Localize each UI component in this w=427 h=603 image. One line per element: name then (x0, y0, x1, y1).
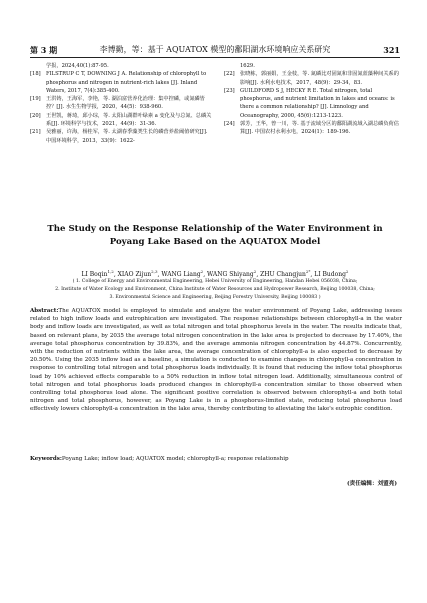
author-name: ZHU Changjun (260, 271, 306, 278)
author-name: LI Budong (314, 271, 346, 278)
running-title: 李博勤，等：基于 AQUATOX 模型的鄱阳湖水环境响应关系研究 (99, 45, 331, 54)
english-title (30, 223, 400, 249)
reference-item (30, 70, 212, 95)
abstract-text: The AQUATOX model is employed to simulate and analyze the water environment of Poyang Lake, addressing issues related to high inflow loads and eutrophication are investigated. The response relationships between chlorophyll-a in the water body and inflow loads are investigated, as well as total nitrogen and total phosphorus levels in the water. The results indicate that, based on relevant plans, by 2035 the average total nitrogen concentration in the lake area is projected to decrease by 17.40%, the average total phosphorus concentration by 39.83%, and the average ammonia nitrogen concentration by 44.87%. Concurrently, with the reduction of nutrients within the lake area, the average concentration of chlorophyll-a is also expected to decrease by 20.50%. Using the 2035 inflow load as a baseline, a simulation is conducted to examine changes in chlorophyll-a concentration in response to controlling total nitrogen and total phosphorus loads individually. It is found that reducing the inflow total phosphorus load by 10% achieved effects comparable to a 50% reduction in inflow total nitrogen load. Additionally, simultaneous control of total nitrogen and total phosphorus loads produced changes in chlorophyll-a concentration similar to those observed when controlling total phosphorus load alone. The significant positive correlation is observed between chlorophyll-a and both total nitrogen and total phosphorus, however, as Poyang Lake is in a phosphorus-limited state, reducing total phosphorus load effectively lowers chlorophyll-a concentration in the lake area, thereby contributing to alleviating the lake's eutrophic condition. (30, 308, 402, 413)
reference-item (30, 128, 212, 145)
author-name: WANG Liang (161, 271, 201, 278)
author-affiliation-mark: 2,3 (151, 269, 158, 274)
affiliation-line: ( 1. College of Energy and Environmental Engineering, Hebei University of Engineering, Handan Hebei 056038, China; (72, 279, 358, 284)
reference-text: FILSTRUP C T, DOWNING J A. Relationship of chlorophyll to phosphorus and nitrogen in nutrient-rich lakes [J]. Inland Waters, 2017, 7(4):385-400. (46, 71, 207, 94)
affiliations (30, 278, 400, 301)
reference-item (224, 70, 402, 87)
reference-text: 王世凯，蒋琦，邱小琮，等. 太阳山湖群叶绿素 a 变化及与总氮、总磷关系[J]. 环境科学与技术，2021，44(9)：31-36. (46, 112, 212, 128)
reference-number: [24] (224, 121, 235, 128)
affiliation-line: 2. Institute of Water Ecology and Environment, China Institute of Water Resources and Hydropower Research, Beijing 100038, China; (55, 286, 375, 292)
references-left-column (30, 62, 212, 145)
reference-item (30, 62, 212, 70)
author-name: XIAO Zijun (117, 271, 152, 278)
header-rule (30, 57, 400, 58)
abstract-label: Abstract: (30, 308, 59, 314)
reference-item (224, 120, 402, 137)
reference-text: 吴雅丽，许海，杨桂军，等. 太湖春季藻类生长的磷营养盐阈值研究[J]. 中国环境科学，2013，33(9)：1622- (46, 129, 208, 144)
page-number: 321 (383, 45, 400, 55)
reference-text: 张晓栋，郭丽娟，王金枝，等. 氮磷比对固氮和非固氮蓝藻种间关系的影响[J]. 水利水电技术，2017，48(9)：29-34，83. (240, 71, 399, 86)
author-name: WANG Shiyang (207, 271, 254, 278)
reference-number: [19] (30, 96, 41, 103)
keywords (30, 455, 402, 463)
affiliation-line: 3. Environmental Science and Engineering, Beijing Forestry University, Beijing 100083 ) (109, 294, 321, 300)
author-affiliation-mark: 2 (200, 269, 204, 274)
author-affiliation-mark: 2 (345, 269, 349, 274)
reference-item (224, 87, 402, 120)
reference-number: [22] (224, 71, 235, 78)
author-affiliation-mark: 1,2 (107, 269, 114, 274)
references-right-column (224, 62, 402, 137)
reference-text: 郭芳，王华，曾一川，等. 基于流域分区的鄱阳湖流域入湖总磷负荷估算[J]. 中国农村水利水电，2024(1)：189-196. (240, 121, 399, 136)
reference-text: GUILDFORD S J, HECKY R E. Total nitrogen, total phosphorus, and nutrient limitation in lakes and oceans: is there a common relationship? [J]. Limnology and Oceanography, 2000, 45(6):1213-1223. (240, 87, 395, 119)
author-affiliation-mark: 2 (253, 269, 257, 274)
author-list: LI Boqin$^{1,2}$, XIAO Zijun$^{2,3}$, WANG Liang$^2$, WANG Shiyang$^2$, ZHU Changjun$^{2*}$, LI Budong$^2$ (81, 269, 349, 278)
issue-number: 第 3 期 (30, 45, 58, 55)
author-name: LI Boqin (81, 271, 108, 278)
reference-number: [18] (30, 71, 41, 78)
reference-number: [21] (30, 129, 41, 136)
reference-number: [20] (30, 112, 41, 119)
abstract (30, 307, 402, 413)
reference-item (30, 95, 212, 112)
keywords-label: Keywords: (30, 456, 62, 462)
reference-number: [23] (224, 87, 235, 94)
reference-text: 王洪铸，王海军，李艳，等. 湖泊富营养化治理：集中控磷，或氮磷皆控？[J]. 水生生物学报，2020，44(5)：938-960. (46, 96, 205, 111)
running-header (30, 44, 400, 56)
english-title-line-1: The Study on the Response Relationship of the Water Environment in (47, 224, 383, 234)
reference-text: 学报，2024,40(1):87-95. (46, 63, 109, 69)
english-title-line-2: Poyang Lake Based on the AQUATOX Model (109, 237, 321, 247)
reference-item (224, 62, 402, 70)
reference-item (30, 112, 212, 129)
editor-note: (责任编辑：刘盟亮) (346, 481, 397, 487)
reference-text: 1629. (240, 63, 255, 69)
author-affiliation-mark: 2* (305, 269, 311, 274)
keywords-text: Poyang Lake; inflow load; AQUATOX model; chlorophyll-a; response relationship (61, 456, 289, 462)
